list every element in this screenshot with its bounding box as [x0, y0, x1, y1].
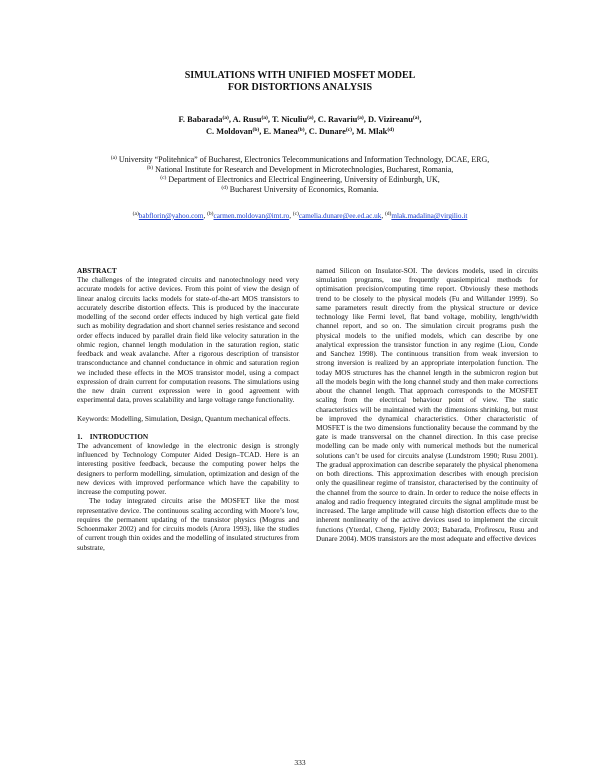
- right-column: [316, 266, 538, 543]
- affiliations: [0, 155, 600, 195]
- affiliation-b: $^{(b)}$ National Institute for Research and Development in Microtechnologies, Bucharest, Romania,: [146, 165, 454, 174]
- author: M. Mlak$^{(d)}$: [356, 127, 395, 136]
- abstract-text: The challenges of the integrated circuits and nanotechnology need very accurate models for active devices. From this point of view the design of linear analog circuits lacks models for state-of-the-art MOS transistors to accurately describe distortion effects. This is produced by the inaccurate modelling of the second order effects induced by high vertical gate field such as mobility degradation and short channel series resistance and second order effects induced by parallel drain field like velocity saturation in the ohmic region, channel length modulation in the saturation region, static feedback and weak avalanche. After a rigorous description of transistor transconductance and channel conductance in ohmic and saturation region we included these effects in the MOS transistor model, using a compact expression of drain current for computation reasons. The simulations using the new drain current expression were in good agreement with experimental data, proves scalability and large voltage range functionality.: [77, 275, 299, 405]
- email-link[interactable]: camelia.dunare@ee.ed.ac.uk: [298, 212, 382, 220]
- title-line-1: SIMULATIONS WITH UNIFIED MOSFET MODEL: [184, 70, 416, 81]
- page-number: 333: [294, 758, 306, 767]
- author: T. Niculiu$^{(a)}$,: [271, 115, 318, 124]
- author: C. Ravariu$^{(a)}$,: [317, 115, 368, 124]
- intro-paragraph-1: The advancement of knowledge in the electronic design is strongly influenced by Technology Computer Aided Design–TCAD. Here is an interesting positive feedback, because the computing power helps the designers to perform modelling, simulation, optimization and design of the new devices with improved performance which have the capability to increase the computing power.: [77, 440, 299, 497]
- left-column: [77, 266, 299, 552]
- body-text-continued: named Silicon on Insulator-SOI. The devices models, used in circuits simulation programs, use frequently quasiempirical methods for optimisation precision/computing time report. Obviously these methods trend to be closely to the physical models (Fu and Willander 1999). So same parameters result directly from the physical structure or device technology like Fermi level, flat band voltage, mobility, length/width channel report, and so on. The simulation circuit programs push the physical models to the unified models, which can describe by one analytical expression the transistor function in any regime (Liou, Conde and Sanchez 1998). The continuous transition from weak inversion to strong inversion is realized by an appropriate interpolation function. The today MOS structures has the channel length in the submicron region but all the models begin with the long channel study and then make corrections about the channel length. That approach corresponds to the MOSFET scaling from the electrical behaviour point of view. The static characteristics will be maintained with the dimensions shrinking, but must be improved the dynamical characteristics. Other characteristic of MOSFET is the two dimensions functionality because the command by the gate is made transversal on the channel direction. In this case precise modelling can be made only with numerical methods but the numerical solutions can’t be used for circuits analyse (Lundstrom 1990; Rusu 2001). The gradual approximation can describe separately the physical phenomena on both directions. This approximation describes with enough precision only the quasilinear regime of transistor, characterised by the continuity of the channel from the source to drain. In order to reduce the noise effects in analog and radio frequency integrated circuits the signal amplitude must be increased. The large amplitude will cause high distortion effects due to the inherent nonlinearity of the active devices used to implement the circuit functions (Yterdal, Cheng, Fjeldly 2003; Babarada, Profirescu, Rusu and Dunare 2004). MOS transistors are the most adequate and effective devices: [316, 266, 538, 543]
- email-entry: $^{(d)}$mlak.madalina@virgilio.it: [384, 211, 468, 220]
- introduction-heading: 1. INTRODUCTION: [77, 431, 149, 441]
- affiliation-c: $^{(c)}$ Department of Electronics and Electrical Engineering, University of Edinburgh, UK,: [160, 175, 440, 184]
- author: D. Vizireanu$^{(a)}$,: [367, 115, 422, 124]
- email-link[interactable]: carmen.moldovan@imt.ro: [213, 212, 290, 220]
- author: E. Manea$^{(b)}$,: [263, 127, 309, 136]
- intro-paragraph-2: The today integrated circuits arise the MOSFET like the most representative device. The continuous scaling according with Moore’s low, requires the permanent updating of the transistor physics (Mogrus and Schoenmaker 2002) and for circuits models (Arora 1993), like the studies of current trough thin oxides and the modelling of insulated structures from substrate,: [77, 496, 299, 552]
- email-list: [0, 211, 600, 221]
- abstract-heading: ABSTRACT: [77, 266, 117, 275]
- author: C. Moldovan$^{(b)}$,: [205, 127, 264, 136]
- email-link[interactable]: babflorin@yahoo.com: [138, 212, 204, 220]
- author: A. Rusu$^{(a)}$,: [232, 115, 272, 124]
- title-line-2: FOR DISTORTIONS ANALYSIS: [227, 82, 373, 93]
- author: C. Dunare$^{(c)}$,: [308, 127, 357, 136]
- keywords: Keywords: Modelling, Simulation, Design, Quantum mechanical effects.: [77, 413, 291, 423]
- affiliation-a: $^{(a)}$ University “Politehnica” of Bucharest, Electronics Telecommunications and Information Technology, DCAE, ERG,: [110, 155, 490, 164]
- author: F. Babarada$^{(a)}$,: [178, 115, 233, 124]
- author-line-1: [0, 114, 600, 126]
- author-list: [0, 114, 600, 138]
- email-entry: $^{(b)}$carmen.moldovan@imt.ro,: [207, 211, 293, 220]
- paper-title: [0, 70, 600, 94]
- email-link[interactable]: mlak.madalina@virgilio.it: [391, 212, 468, 220]
- email-entry: $^{(c)}$camelia.dunare@ee.ed.ac.uk,: [292, 211, 385, 220]
- affiliation-d: $^{(d)}$ Bucharest University of Economics, Romania.: [221, 185, 379, 194]
- author-line-2: [0, 126, 600, 138]
- email-entry: $^{(a)}$babflorin@yahoo.com,: [132, 211, 208, 220]
